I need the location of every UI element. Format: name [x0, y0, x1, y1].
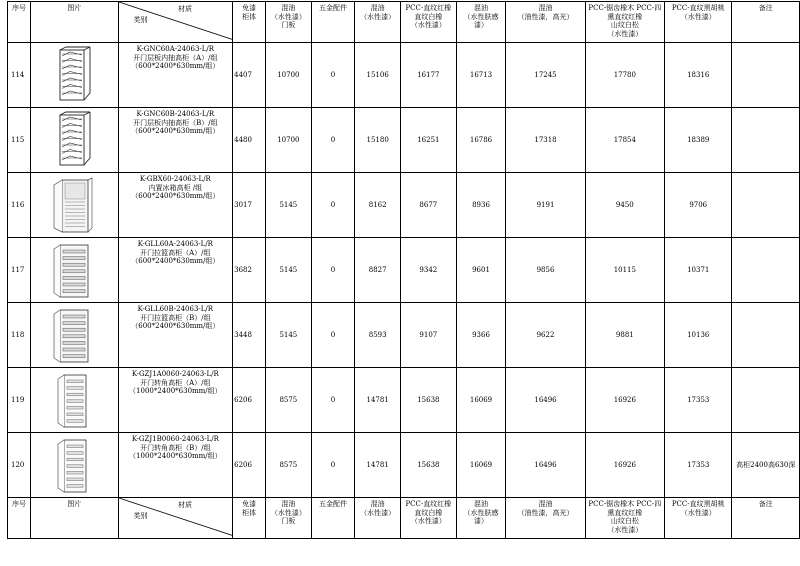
price-pcc-multi: 10115: [585, 238, 664, 303]
header-pcc-oak-line: 直纹白橡: [414, 508, 443, 517]
product-name-line: K-GNC60A-24063-L/R: [136, 45, 215, 53]
row-number: 120: [8, 433, 31, 498]
price-hunyou-gloss: 9856: [506, 238, 585, 303]
header-category: 类别: [133, 512, 148, 520]
price-hunyou-water: 15180: [355, 108, 401, 173]
header-hunyou-skin-line: 漆）: [474, 21, 488, 29]
header-hunyou-gloss-line: （油性漆，高光）: [517, 12, 574, 21]
header-hunyou-gloss-line: （油性漆，高光）: [517, 508, 574, 517]
header-hunyou-water-line: 混油: [370, 4, 385, 12]
product-name-line: （1000*2400*630mm/组）: [129, 387, 222, 395]
header-remark-line: 备注: [758, 4, 773, 12]
row-number: 114: [8, 43, 31, 108]
product-name-line: K-GZJ1B0060-24063-L/R: [131, 435, 219, 443]
table-row: [8, 433, 800, 498]
header-pcc-multi-line: 山纹白松: [610, 517, 639, 525]
product-name-line: 开门拉篮高柜（B）/组: [140, 313, 211, 322]
header-pcc-oak: [401, 2, 457, 43]
remark: [732, 303, 800, 368]
header-pcc-oak-line: （水性漆）: [410, 517, 446, 525]
header-hunyou-gloss-line: 混油: [538, 500, 553, 508]
price-hardware: 0: [311, 433, 355, 498]
header-image: [30, 2, 118, 43]
pull-basket-cabinet-icon: [46, 241, 102, 299]
row-number: 115: [8, 108, 31, 173]
header-hunyou-skin-line: （水性肤感: [463, 508, 499, 517]
price-hunyou-door: 5145: [265, 238, 311, 303]
header-hunyou-gloss-line: 混油: [538, 4, 553, 12]
product-name-line: （600*2400*630mm/组）: [131, 62, 220, 70]
table-body: [8, 2, 800, 539]
table-row: [8, 303, 800, 368]
header-pcc-walnut-line: （水性漆）: [680, 12, 716, 21]
header-pcc-multi-line: 山纹白松: [610, 21, 639, 29]
remark: [732, 238, 800, 303]
price-pcc-multi: 9881: [585, 303, 664, 368]
remark: [732, 173, 800, 238]
corner-cabinet-icon: [46, 371, 102, 429]
remark: [732, 43, 800, 108]
price-pcc-multi: 9450: [585, 173, 664, 238]
price-pcc-oak: 9342: [401, 238, 457, 303]
header-hardware-line: 五金配件: [319, 4, 347, 12]
price-hunyou-gloss: 16496: [506, 433, 585, 498]
header-remark: [732, 498, 800, 539]
header-pcc-multi-line: （水性漆）: [607, 525, 643, 534]
product-name-line: 开门转角高柜（A）/组: [140, 378, 211, 387]
header-no-line: 序号: [11, 4, 26, 12]
header-pcc-multi: [585, 2, 664, 43]
product-name: [118, 433, 233, 498]
price-hunyou-skin: 16069: [456, 433, 506, 498]
price-pcc-oak: 9107: [401, 303, 457, 368]
price-pcc-multi: 17854: [585, 108, 664, 173]
price-hunyou-skin: 16786: [456, 108, 506, 173]
corner-cabinet-icon: [46, 436, 102, 494]
product-name-line: （600*2400*630mm/组）: [131, 257, 220, 265]
header-material-category: [118, 498, 233, 539]
header-hunyou-water-line: 混油: [370, 500, 385, 508]
price-mianqi: 4407: [233, 43, 266, 108]
price-hunyou-door: 10700: [265, 43, 311, 108]
header-hunyou-skin-line: 漆）: [474, 517, 488, 525]
header-image-line: 图片: [67, 500, 82, 508]
header-category: 类别: [133, 16, 148, 24]
product-image: [30, 43, 118, 108]
price-hunyou-skin: 8936: [456, 173, 506, 238]
price-hunyou-door: 5145: [265, 173, 311, 238]
product-name: [118, 303, 233, 368]
price-pcc-oak: 8677: [401, 173, 457, 238]
product-image: [30, 433, 118, 498]
product-name-line: 开门层板内抽高柜（A）/组: [133, 53, 218, 62]
price-hunyou-door: 8575: [265, 433, 311, 498]
header-image: [30, 498, 118, 539]
price-hunyou-gloss: 17318: [506, 108, 585, 173]
header-pcc-oak: [401, 498, 457, 539]
header-hunyou-water-line: （水性漆）: [360, 12, 396, 21]
header-material-category: [118, 2, 233, 43]
header-hunyou-skin: [456, 498, 506, 539]
price-hunyou-door: 8575: [265, 368, 311, 433]
price-mianqi: 6206: [233, 368, 266, 433]
header-pcc-multi-line: PCC-锯齿橡木 PCC-四: [588, 500, 662, 508]
header-hunyou-door: [265, 2, 311, 43]
price-hunyou-water: 8162: [355, 173, 401, 238]
header-pcc-oak-line: PCC-直纹红橡: [405, 4, 452, 12]
price-pcc-oak: 15638: [401, 433, 457, 498]
price-hardware: 0: [311, 368, 355, 433]
product-name-line: （600*2400*630mm/组）: [131, 192, 220, 200]
price-pcc-walnut: 18389: [665, 108, 732, 173]
product-name: [118, 43, 233, 108]
price-pcc-multi: 17780: [585, 43, 664, 108]
row-number: 116: [8, 173, 31, 238]
product-image: [30, 238, 118, 303]
product-name: [118, 238, 233, 303]
price-hunyou-skin: 16069: [456, 368, 506, 433]
product-name: [118, 368, 233, 433]
price-hunyou-water: 14781: [355, 433, 401, 498]
price-hunyou-water: 8593: [355, 303, 401, 368]
header-mianqi-line: 免漆: [242, 4, 257, 12]
product-image: [30, 108, 118, 173]
header-pcc-multi-line: （水性漆）: [607, 29, 643, 38]
price-mianqi: 3448: [233, 303, 266, 368]
product-name-line: 开门转角高柜（B）/组: [140, 443, 211, 452]
header-hunyou-water: [355, 2, 401, 43]
remark: [732, 108, 800, 173]
price-hunyou-door: 10700: [265, 108, 311, 173]
row-number: 117: [8, 238, 31, 303]
price-pcc-walnut: 17353: [665, 433, 732, 498]
product-name-line: K-GBX60-24063-L/R: [139, 175, 211, 183]
row-number: 118: [8, 303, 31, 368]
price-hunyou-gloss: 17245: [506, 43, 585, 108]
header-pcc-oak-line: 直纹白橡: [414, 12, 443, 21]
header-hunyou-door-line: 混油: [281, 500, 296, 508]
price-hardware: 0: [311, 303, 355, 368]
price-hardware: 0: [311, 108, 355, 173]
price-pcc-multi: 16926: [585, 368, 664, 433]
header-bottom-row: [8, 498, 800, 539]
product-name: [118, 108, 233, 173]
price-pcc-walnut: 10136: [665, 303, 732, 368]
table-row: [8, 43, 800, 108]
price-hunyou-water: 8827: [355, 238, 401, 303]
header-remark-line: 备注: [758, 500, 773, 508]
price-sheet: [7, 1, 800, 539]
product-name-line: （600*2400*630mm/组）: [131, 127, 220, 135]
header-pcc-oak-line: PCC-直纹红橡: [405, 500, 452, 508]
header-hunyou-gloss: [506, 2, 585, 43]
header-mianqi-line: 柜体: [242, 508, 257, 517]
product-name-line: K-GNC60B-24063-L/R: [136, 110, 215, 118]
header-hardware: [311, 2, 355, 43]
table-row: [8, 238, 800, 303]
price-hardware: 0: [311, 238, 355, 303]
header-no-line: 序号: [11, 500, 26, 508]
header-mianqi-line: 免漆: [242, 500, 257, 508]
header-pcc-walnut-line: PCC-直纹黑胡桃: [671, 4, 725, 12]
price-hardware: 0: [311, 43, 355, 108]
price-hunyou-gloss: 16496: [506, 368, 585, 433]
price-table: [7, 1, 800, 539]
header-hunyou-door-line: 门板: [281, 517, 296, 525]
product-name-line: K-GLL60A-24063-L/R: [137, 240, 213, 248]
product-name-line: 开门层板内抽高柜（B）/组: [133, 118, 218, 127]
price-hunyou-skin: 16713: [456, 43, 506, 108]
remark: 高柜2400高630深: [732, 433, 800, 498]
product-name-line: K-GZJ1A0060-24063-L/R: [131, 370, 219, 378]
price-pcc-walnut: 9706: [665, 173, 732, 238]
product-name-line: （1000*2400*630mm/组）: [129, 452, 222, 460]
header-hunyou-skin: [456, 2, 506, 43]
header-pcc-walnut-line: （水性漆）: [680, 508, 716, 517]
price-pcc-oak: 16251: [401, 108, 457, 173]
price-mianqi: 6206: [233, 433, 266, 498]
product-image: [30, 368, 118, 433]
price-hunyou-water: 14781: [355, 368, 401, 433]
header-hardware: [311, 498, 355, 539]
pull-basket-cabinet-icon: [46, 306, 102, 364]
header-hunyou-door-line: （水性漆）: [270, 508, 306, 517]
price-pcc-oak: 16177: [401, 43, 457, 108]
price-pcc-walnut: 18316: [665, 43, 732, 108]
header-image-line: 图片: [67, 4, 82, 12]
price-hunyou-gloss: 9622: [506, 303, 585, 368]
open-shelf-cabinet-icon: [46, 46, 102, 104]
header-hunyou-water: [355, 498, 401, 539]
table-row: [8, 108, 800, 173]
header-pcc-walnut-line: PCC-直纹黑胡桃: [671, 500, 725, 508]
product-image: [30, 303, 118, 368]
price-hunyou-skin: 9601: [456, 238, 506, 303]
price-hunyou-skin: 9366: [456, 303, 506, 368]
fridge-cabinet-icon: [46, 176, 102, 234]
table-row: [8, 173, 800, 238]
header-hunyou-door: [265, 498, 311, 539]
header-hunyou-door-line: 门板: [281, 21, 296, 29]
product-name: [118, 173, 233, 238]
remark: [732, 368, 800, 433]
header-top-row: [8, 2, 800, 43]
header-hardware-line: 五金配件: [319, 500, 347, 508]
price-pcc-multi: 16926: [585, 433, 664, 498]
header-mianqi-line: 柜体: [242, 12, 257, 21]
row-number: 119: [8, 368, 31, 433]
header-pcc-oak-line: （水性漆）: [410, 21, 446, 29]
header-hunyou-gloss: [506, 498, 585, 539]
product-name-line: K-GLL60B-24063-L/R: [137, 305, 214, 313]
header-pcc-walnut: [665, 2, 732, 43]
price-pcc-walnut: 17353: [665, 368, 732, 433]
price-mianqi: 4480: [233, 108, 266, 173]
header-hunyou-skin-line: 混油: [474, 4, 488, 12]
product-name-line: 开门拉篮高柜（A）/组: [140, 248, 211, 257]
price-mianqi: 3682: [233, 238, 266, 303]
header-pcc-multi-line: PCC-锯齿橡木 PCC-四: [588, 4, 662, 12]
header-no: [8, 2, 31, 43]
open-shelf-cabinet-icon: [46, 111, 102, 169]
product-name-line: （600*2400*630mm/组）: [131, 322, 220, 330]
header-pcc-multi-line: 熏直纹红橡: [607, 12, 643, 21]
header-pcc-multi-line: 熏直纹红橡: [607, 508, 643, 517]
header-mianqi: [233, 2, 266, 43]
header-mianqi: [233, 498, 266, 539]
header-hunyou-door-line: 混油: [281, 4, 296, 12]
price-hunyou-door: 5145: [265, 303, 311, 368]
header-remark: [732, 2, 800, 43]
header-pcc-walnut: [665, 498, 732, 539]
header-material: 材质: [178, 501, 193, 509]
header-hunyou-skin-line: 混油: [474, 500, 488, 508]
price-hunyou-gloss: 9191: [506, 173, 585, 238]
price-mianqi: 3017: [233, 173, 266, 238]
price-hunyou-water: 15106: [355, 43, 401, 108]
product-image: [30, 173, 118, 238]
product-name-line: 内置冰箱高柜 /组: [148, 183, 203, 192]
header-hunyou-door-line: （水性漆）: [270, 12, 306, 21]
price-pcc-oak: 15638: [401, 368, 457, 433]
header-hunyou-water-line: （水性漆）: [360, 508, 396, 517]
header-pcc-multi: [585, 498, 664, 539]
price-hardware: 0: [311, 173, 355, 238]
price-pcc-walnut: 10371: [665, 238, 732, 303]
header-hunyou-skin-line: （水性肤感: [463, 12, 499, 21]
header-material: 材质: [178, 5, 193, 13]
header-no: [8, 498, 31, 539]
table-row: [8, 368, 800, 433]
